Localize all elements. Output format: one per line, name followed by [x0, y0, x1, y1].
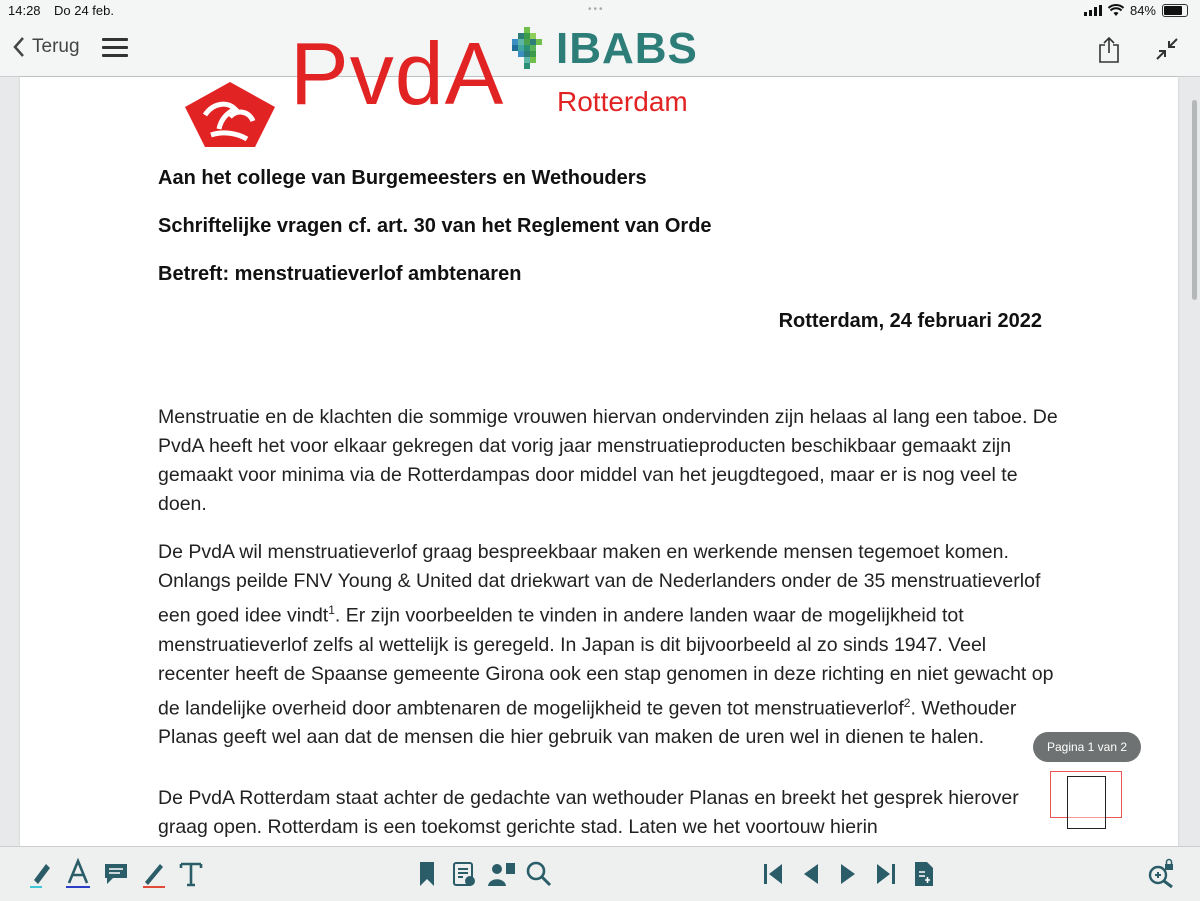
highlighter-icon[interactable]	[26, 859, 56, 889]
page-indicator: Pagina 1 van 2	[1033, 732, 1141, 762]
footnote-2[interactable]: 2	[903, 695, 911, 710]
back-button[interactable]	[12, 36, 80, 58]
notes-list-icon[interactable]	[449, 859, 479, 889]
comment-icon[interactable]	[101, 859, 131, 889]
first-page-icon[interactable]	[758, 859, 788, 889]
hamburger-menu-icon[interactable]	[102, 38, 128, 62]
text-tool-icon[interactable]	[176, 859, 206, 889]
multitask-dots[interactable]: •••	[588, 4, 605, 15]
previous-page-icon[interactable]	[796, 859, 826, 889]
chevron-left-icon	[12, 36, 26, 58]
addressee: Aan het college van Burgemeesters en Wethouders	[158, 167, 647, 189]
last-page-icon[interactable]	[871, 859, 901, 889]
collapse-icon[interactable]	[1154, 36, 1180, 67]
paragraph-2-part-b: . Er zijn voorbeelden te vinden in andere landen waar de mogelijkheid tot menstruatieverlof zelfs al wettelijk is geregeld. In Japan is dit bijvoorbeeld al zo sinds 1947. Veel recenter heeft de Spaanse gemeente Girona ook een stap genomen in deze richting en niet gewacht op de landelijke overheid door ambtenaren de mogelijkheid te geven tot menstruatieverlof	[158, 604, 1054, 719]
page-thumbnail[interactable]	[1067, 776, 1106, 829]
page-number-icon[interactable]	[909, 859, 939, 889]
signal-icon	[1084, 5, 1102, 16]
bookmark-icon[interactable]	[412, 859, 442, 889]
paragraph-2-part-a: De PvdA wil menstruatieverlof graag bespreekbaar maken en werkende mensen tegemoet komen. Onlangs peilde FNV Young & United dat driekwart van de Nederlanders onder de 35 menstruatieverlof een goed idee vindt	[158, 541, 1041, 627]
pen-icon[interactable]	[139, 859, 169, 889]
text-color-icon[interactable]	[63, 859, 93, 889]
pvda-logo-city: Rotterdam	[557, 86, 688, 117]
bottom-toolbar	[0, 846, 1200, 901]
share-icon[interactable]	[1097, 36, 1121, 69]
wifi-icon	[1108, 5, 1124, 17]
regarding-line: Betreft: menstruatieverlof ambtenaren	[158, 263, 522, 285]
battery-percent: 84%	[1129, 3, 1156, 18]
status-bar	[0, 0, 1200, 22]
search-icon[interactable]	[524, 859, 554, 889]
share-document-icon[interactable]	[487, 859, 517, 889]
status-time: 14:28	[8, 3, 41, 18]
pvda-logo-word: PvdA	[290, 24, 505, 123]
subject-line: Schriftelijke vragen cf. art. 30 van het Reglement van Orde	[158, 215, 712, 237]
ibabs-mosaic-icon	[508, 25, 548, 73]
footnote-1[interactable]: 1	[328, 603, 335, 617]
app-logo	[508, 24, 698, 74]
paragraph-2	[158, 538, 1058, 752]
status-date: Do 24 feb.	[54, 3, 114, 18]
rose-fist-logo-icon	[175, 47, 285, 152]
paragraph-3: De PvdA Rotterdam staat achter de gedachte van wethouder Planas en breekt het gesprek hierover graag open. Rotterdam is een toekomst gerichte stad. Laten we het voortouw hierin	[158, 787, 1019, 838]
zoom-lock-icon[interactable]	[1146, 859, 1176, 889]
next-page-icon[interactable]	[833, 859, 863, 889]
scrollbar[interactable]	[1192, 100, 1197, 300]
battery-icon	[1162, 4, 1188, 17]
app-logo-text: IBABS	[556, 24, 698, 73]
back-label: Terug	[32, 36, 80, 57]
paragraph-1: Menstruatie en de klachten die sommige vrouwen hiervan ondervinden zijn helaas al lang een taboe. De PvdA heeft het voor elkaar gekregen dat vorig jaar menstruatieproducten beschikbaar gemaakt zijn gemaakt voor minima via de Rotterdampas door middel van het jeugdtegoed, maar er is nog veel te doen.	[158, 406, 1058, 515]
date-place: Rotterdam, 24 februari 2022	[778, 310, 1042, 332]
paragraph-2-part-c: . Wethouder Planas geeft wel aan dat de mensen die hier gebruik van maken de uren wel in dienen te halen.	[158, 697, 1017, 748]
